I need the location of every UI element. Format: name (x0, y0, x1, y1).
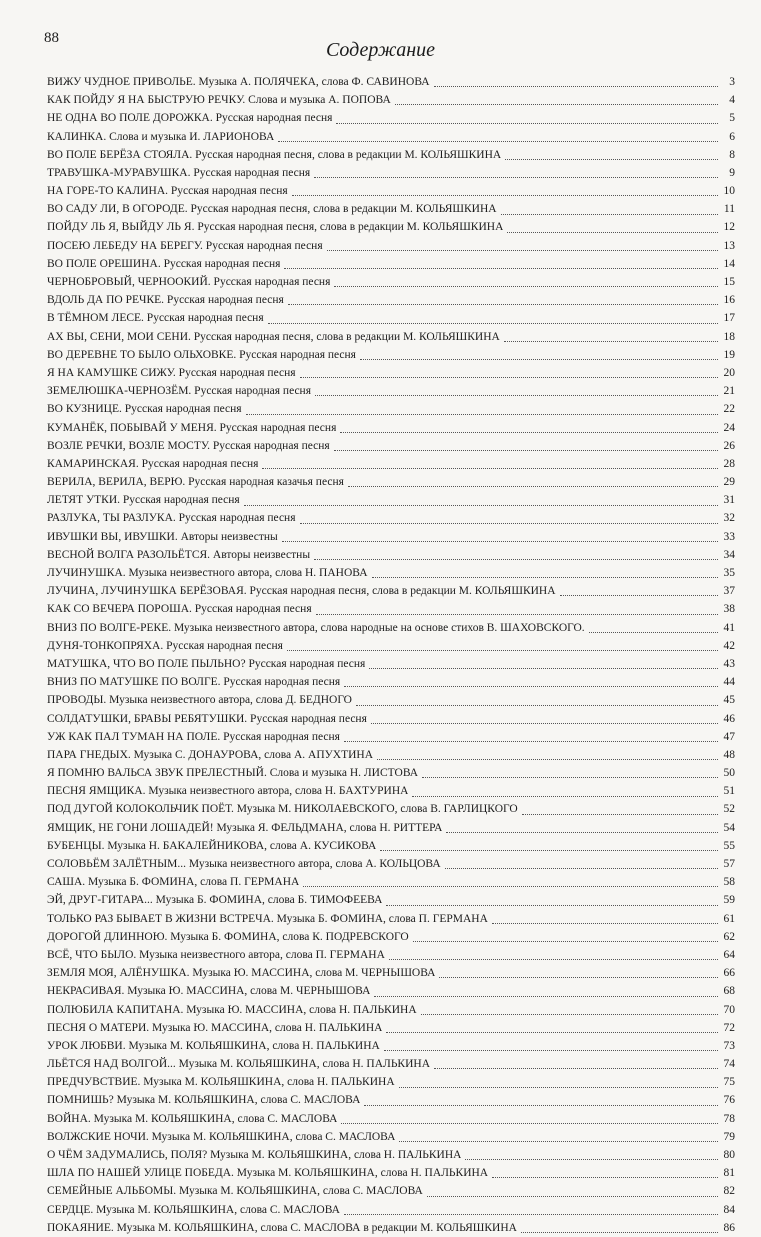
toc-entry-page-number: 11 (723, 203, 735, 216)
toc-entry (47, 910, 735, 928)
toc-entry-title: О ЧЁМ ЗАДУМАЛИСЬ, ПОЛЯ? Музыка М. КОЛЬЯШКИНА, слова Н. ПАЛЬКИНА (47, 1149, 462, 1162)
toc-entry-page-number: 6 (729, 130, 735, 143)
toc-entry (47, 219, 735, 237)
toc-entry (47, 1092, 735, 1110)
dot-leader (465, 1159, 718, 1160)
toc-entry-page-number: 22 (723, 403, 735, 416)
dot-leader (314, 177, 718, 178)
toc-entry-title: ЭЙ, ДРУГ-ГИТАРА... Музыка Б. ФОМИНА, слова Б. ТИМОФЕЕВА (47, 894, 383, 907)
dot-leader (288, 304, 718, 305)
toc-entry-title: ВЕРИЛА, ВЕРИЛА, ВЕРЮ. Русская народная казачья песня (47, 476, 344, 489)
toc-entry-page-number: 72 (723, 1021, 735, 1034)
dot-leader (507, 232, 718, 233)
dot-leader (303, 886, 718, 887)
toc-entry-title: ВОЛЖСКИЕ НОЧИ. Музыка М. КОЛЬЯШКИНА, слова С. МАСЛОВА (47, 1130, 396, 1143)
toc-entry (47, 255, 735, 273)
toc-entry (47, 128, 735, 146)
toc-entry-title: ПЕСНЯ О МАТЕРИ. Музыка Ю. МАССИНА, слова Н. ПАЛЬКИНА (47, 1021, 383, 1034)
toc-entry-page-number: 51 (723, 785, 735, 798)
toc-entry-title: ТРАВУШКА-МУРАВУШКА. Русская народная песня (47, 166, 311, 179)
toc-entry-title: ВОЙНА. Музыка М. КОЛЬЯШКИНА, слова С. МАСЛОВА (47, 1112, 338, 1125)
dot-leader (348, 486, 718, 487)
toc-entry (47, 582, 735, 600)
toc-entry (47, 855, 735, 873)
dot-leader (284, 268, 718, 269)
dot-leader (399, 1087, 718, 1088)
toc-entry (47, 291, 735, 309)
toc-entry-title: ДОРОГОЙ ДЛИННОЮ. Музыка Б. ФОМИНА, слова К. ПОДРЕВСКОГО (47, 930, 409, 943)
toc-entry-title: ПОД ДУГОЙ КОЛОКОЛЬЧИК ПОЁТ. Музыка М. НИКОЛАЕВСКОГО, слова В. ГАРЛИЦКОГО (47, 803, 518, 816)
toc-entry (47, 546, 735, 564)
dot-leader (287, 650, 718, 651)
toc-entry-page-number: 58 (723, 876, 735, 889)
toc-entry (47, 237, 735, 255)
toc-entry-title: КУМАНЁК, ПОБЫВАЙ У МЕНЯ. Русская народная песня (47, 421, 337, 434)
dot-leader (374, 996, 718, 997)
toc-entry (47, 873, 735, 891)
dot-leader (282, 541, 718, 542)
toc-entry-page-number: 68 (723, 985, 735, 998)
toc-entry-title: ВНИЗ ПО ВОЛГЕ-РЕКЕ. Музыка неизвестного автора, слова народные на основе стихов В. ШАХОВСКОГО. (47, 621, 585, 634)
toc-entry (47, 1128, 735, 1146)
toc-entry-title: ЛЬЁТСЯ НАД ВОЛГОЙ... Музыка М. КОЛЬЯШКИНА, слова Н. ПАЛЬКИНА (47, 1058, 431, 1071)
dot-leader (344, 741, 718, 742)
toc-entry (47, 437, 735, 455)
toc-entry-title: ВДОЛЬ ДА ПО РЕЧКЕ. Русская народная песня (47, 294, 284, 307)
toc-entry-page-number: 84 (723, 1203, 735, 1216)
dot-leader (434, 86, 718, 87)
dot-leader (371, 723, 718, 724)
dot-leader (399, 1141, 718, 1142)
toc-entry-title: ЛУЧИНУШКА. Музыка неизвестного автора, слова Н. ПАНОВА (47, 567, 368, 580)
toc-entry-title: ПАРА ГНЕДЫХ. Музыка С. ДОНАУРОВА, слова А. АПУХТИНА (47, 748, 374, 761)
toc-entry-page-number: 47 (723, 730, 735, 743)
dot-leader (316, 614, 718, 615)
toc-entry (47, 273, 735, 291)
toc-entry-page-number: 41 (723, 621, 735, 634)
toc-entry-title: ПОМНИШЬ? Музыка М. КОЛЬЯШКИНА, слова С. МАСЛОВА (47, 1094, 361, 1107)
toc-entry-page-number: 9 (729, 166, 735, 179)
toc-entry-page-number: 26 (723, 439, 735, 452)
toc-entry-title: ВСЁ, ЧТО БЫЛО. Музыка неизвестного автора, слова П. ГЕРМАНА (47, 948, 385, 961)
toc-entry-title: ВЕСНОЙ ВОЛГА РАЗОЛЬЁТСЯ. Авторы неизвестны (47, 548, 311, 561)
dot-leader (505, 159, 718, 160)
toc-entry (47, 619, 735, 637)
toc-entry-page-number: 76 (723, 1094, 735, 1107)
toc-entry (47, 1037, 735, 1055)
toc-entry-page-number: 86 (723, 1221, 735, 1234)
toc-entry-title: ПОЙДУ ЛЬ Я, ВЫЙДУ ЛЬ Я. Русская народная песня, слова в редакции М. КОЛЬЯШКИНА (47, 221, 504, 234)
toc-entry-title: ПОКАЯНИЕ. Музыка М. КОЛЬЯШКИНА, слова С. МАСЛОВА в редакции М. КОЛЬЯШКИНА (47, 1221, 517, 1234)
toc-entry (47, 510, 735, 528)
toc-entry-title: СОЛОВЬЁМ ЗАЛЁТНЫМ... Музыка неизвестного автора, слова А. КОЛЬЦОВА (47, 858, 441, 871)
toc-entry-page-number: 81 (723, 1167, 735, 1180)
dot-leader (589, 632, 718, 633)
toc-entry (47, 1164, 735, 1182)
toc-entry-page-number: 37 (723, 585, 735, 598)
toc-entry-title: ДУНЯ-ТОНКОПРЯХА. Русская народная песня (47, 639, 283, 652)
toc-entry (47, 528, 735, 546)
toc-entry-title: ЛУЧИНА, ЛУЧИНУШКА БЕРЁЗОВАЯ. Русская народная песня, слова в редакции М. КОЛЬЯШКИНА (47, 585, 556, 598)
toc-entry-title: ВО ПОЛЕ ОРЕШИНА. Русская народная песня (47, 257, 281, 270)
toc-entry (47, 1219, 735, 1237)
toc-entry-title: ЗЕМЛЯ МОЯ, АЛЁНУШКА. Музыка Ю. МАССИНА, слова М. ЧЕРНЫШОВА (47, 967, 436, 980)
toc-entry-page-number: 16 (723, 294, 735, 307)
toc-entry-page-number: 17 (723, 312, 735, 325)
dot-leader (395, 104, 718, 105)
dot-leader (427, 1196, 718, 1197)
toc-entry-title: ПРЕДЧУВСТВИЕ. Музыка М. КОЛЬЯШКИНА, слова Н. ПАЛЬКИНА (47, 1076, 395, 1089)
toc-entry (47, 200, 735, 218)
dot-leader (504, 341, 718, 342)
toc-entry (47, 1201, 735, 1219)
dot-leader (372, 577, 719, 578)
toc-entry-title: СЕМЕЙНЫЕ АЛЬБОМЫ. Музыка М. КОЛЬЯШКИНА, слова С. МАСЛОВА (47, 1185, 423, 1198)
toc-entry-title: РАЗЛУКА, ТЫ РАЗЛУКА. Русская народная песня (47, 512, 296, 525)
dot-leader (244, 505, 718, 506)
toc-entry (47, 164, 735, 182)
dot-leader (369, 668, 718, 669)
toc-entry-page-number: 73 (723, 1039, 735, 1052)
toc-entry-title: ВО САДУ ЛИ, В ОГОРОДЕ. Русская народная песня, слова в редакции М. КОЛЬЯШКИНА (47, 203, 497, 216)
page-number: 88 (44, 30, 59, 46)
toc-entry-title: ПЕСНЯ ЯМЩИКА. Музыка неизвестного автора, слова Н. БАХТУРИНА (47, 785, 409, 798)
dot-leader (344, 686, 718, 687)
toc-entry-title: БУБЕНЦЫ. Музыка Н. БАКАЛЕЙНИКОВА, слова А. КУСИКОВА (47, 839, 377, 852)
toc-entry-page-number: 64 (723, 948, 735, 961)
toc-entry-title: ПОЛЮБИЛА КАПИТАНА. Музыка Ю. МАССИНА, слова Н. ПАЛЬКИНА (47, 1003, 417, 1016)
dot-leader (439, 977, 718, 978)
page-title: Содержание (325, 39, 436, 61)
toc-entry-page-number: 70 (723, 1003, 735, 1016)
toc-entry-page-number: 10 (723, 185, 735, 198)
toc-entry (47, 982, 735, 1000)
toc-entry (47, 146, 735, 164)
toc-entry (47, 309, 735, 327)
toc-entry-title: ТОЛЬКО РАЗ БЫВАЕТ В ЖИЗНИ ВСТРЕЧА. Музыка Б. ФОМИНА, слова П. ГЕРМАНА (47, 912, 488, 925)
toc-entry-page-number: 62 (723, 930, 735, 943)
dot-leader (356, 705, 718, 706)
toc-entry-page-number: 82 (723, 1185, 735, 1198)
toc-entry-title: МАТУШКА, ЧТО ВО ПОЛЕ ПЫЛЬНО? Русская народная песня (47, 657, 366, 670)
table-of-contents (47, 73, 735, 1237)
toc-entry (47, 764, 735, 782)
dot-leader (327, 250, 718, 251)
toc-entry-page-number: 24 (723, 421, 735, 434)
toc-entry-page-number: 29 (723, 476, 735, 489)
toc-entry-page-number: 3 (729, 75, 735, 88)
dot-leader (292, 195, 718, 196)
toc-entry (47, 1055, 735, 1073)
toc-entry-title: ВИЖУ ЧУДНОЕ ПРИВОЛЬЕ. Музыка А. ПОЛЯЧЕКА, слова Ф. САВИНОВА (47, 75, 430, 88)
toc-entry-page-number: 19 (723, 348, 735, 361)
dot-leader (262, 468, 718, 469)
toc-entry-title: ВО КУЗНИЦЕ. Русская народная песня (47, 403, 242, 416)
toc-entry (47, 382, 735, 400)
toc-entry-page-number: 44 (723, 676, 735, 689)
toc-entry (47, 182, 735, 200)
toc-entry-page-number: 38 (723, 603, 735, 616)
dot-leader (445, 868, 718, 869)
dot-leader (336, 123, 718, 124)
toc-entry-title: ПОСЕЮ ЛЕБЕДУ НА БЕРЕГУ. Русская народная песня (47, 239, 323, 252)
dot-leader (501, 214, 718, 215)
dot-leader (246, 414, 718, 415)
toc-entry-title: КАЛИНКА. Слова и музыка И. ЛАРИОНОВА (47, 130, 275, 143)
dot-leader (560, 595, 718, 596)
toc-entry-page-number: 33 (723, 530, 735, 543)
dot-leader (421, 1014, 718, 1015)
toc-entry-page-number: 12 (723, 221, 735, 234)
dot-leader (340, 432, 718, 433)
toc-entry-title: НЕКРАСИВАЯ. Музыка Ю. МАССИНА, слова М. ЧЕРНЫШОВА (47, 985, 371, 998)
dot-leader (492, 1177, 718, 1178)
toc-entry (47, 455, 735, 473)
toc-entry-page-number: 48 (723, 748, 735, 761)
dot-leader (300, 377, 718, 378)
toc-entry-page-number: 78 (723, 1112, 735, 1125)
toc-entry (47, 691, 735, 709)
toc-entry-page-number: 57 (723, 858, 735, 871)
dot-leader (446, 832, 718, 833)
toc-entry-title: В ТЁМНОМ ЛЕСЕ. Русская народная песня (47, 312, 264, 325)
toc-entry (47, 328, 735, 346)
dot-leader (492, 923, 718, 924)
dot-leader (434, 1068, 718, 1069)
dot-leader (521, 1232, 718, 1233)
dot-leader (315, 395, 718, 396)
toc-entry-title: ВНИЗ ПО МАТУШКЕ ПО ВОЛГЕ. Русская народная песня (47, 676, 341, 689)
toc-entry-page-number: 74 (723, 1058, 735, 1071)
toc-entry-title: ВО ДЕРЕВНЕ ТО БЫЛО ОЛЬХОВКЕ. Русская народная песня (47, 348, 356, 361)
toc-entry-title: ВО ПОЛЕ БЕРЁЗА СТОЯЛА. Русская народная песня, слова в редакции М. КОЛЬЯШКИНА (47, 148, 502, 161)
toc-entry-page-number: 59 (723, 894, 735, 907)
toc-entry-page-number: 54 (723, 821, 735, 834)
toc-entry (47, 728, 735, 746)
toc-entry-title: ЗЕМЕЛЮШКА-ЧЕРНОЗЁМ. Русская народная песня (47, 385, 312, 398)
dot-leader (300, 523, 719, 524)
toc-entry (47, 419, 735, 437)
dot-leader (389, 959, 718, 960)
toc-entry-title: ЛЕТЯТ УТКИ. Русская народная песня (47, 494, 240, 507)
toc-entry-title: ВОЗЛЕ РЕЧКИ, ВОЗЛЕ МОСТУ. Русская народная песня (47, 439, 330, 452)
toc-entry (47, 928, 735, 946)
toc-entry (47, 346, 735, 364)
toc-entry-page-number: 75 (723, 1076, 735, 1089)
toc-entry (47, 400, 735, 418)
toc-entry-page-number: 21 (723, 385, 735, 398)
toc-entry-page-number: 31 (723, 494, 735, 507)
dot-leader (334, 286, 718, 287)
toc-entry (47, 819, 735, 837)
toc-entry-page-number: 14 (723, 257, 735, 270)
toc-entry-title: ЧЕРНОБРОВЫЙ, ЧЕРНООКИЙ. Русская народная песня (47, 276, 331, 289)
toc-entry-title: СОЛДАТУШКИ, БРАВЫ РЕБЯТУШКИ. Русская народная песня (47, 712, 367, 725)
toc-entry-page-number: 34 (723, 548, 735, 561)
toc-entry (47, 837, 735, 855)
toc-entry-page-number: 52 (723, 803, 735, 816)
toc-entry (47, 673, 735, 691)
toc-entry (47, 1073, 735, 1091)
toc-entry-page-number: 43 (723, 657, 735, 670)
toc-entry-page-number: 45 (723, 694, 735, 707)
dot-leader (341, 1123, 718, 1124)
toc-entry-title: АХ ВЫ, СЕНИ, МОИ СЕНИ. Русская народная песня, слова в редакции М. КОЛЬЯШКИНА (47, 330, 500, 343)
toc-entry (47, 473, 735, 491)
dot-leader (268, 323, 718, 324)
dot-leader (360, 359, 718, 360)
dot-leader (380, 850, 718, 851)
toc-entry-page-number: 66 (723, 967, 735, 980)
dot-leader (422, 777, 718, 778)
toc-entry-page-number: 61 (723, 912, 735, 925)
toc-entry (47, 1110, 735, 1128)
toc-entry (47, 564, 735, 582)
toc-entry (47, 600, 735, 618)
dot-leader (384, 1050, 718, 1051)
toc-entry (47, 91, 735, 109)
toc-entry (47, 1001, 735, 1019)
toc-entry (47, 782, 735, 800)
toc-entry-title: КАК СО ВЕЧЕРА ПОРОША. Русская народная песня (47, 603, 312, 616)
toc-entry-title: СЕРДЦЕ. Музыка М. КОЛЬЯШКИНА, слова С. МАСЛОВА (47, 1203, 340, 1216)
toc-entry (47, 655, 735, 673)
dot-leader (364, 1105, 718, 1106)
toc-entry-title: КАК ПОЙДУ Я НА БЫСТРУЮ РЕЧКУ. Слова и музыка А. ПОПОВА (47, 94, 391, 107)
toc-entry-page-number: 4 (729, 94, 735, 107)
toc-entry (47, 710, 735, 728)
toc-entry (47, 364, 735, 382)
toc-entry-title: ЯМЩИК, НЕ ГОНИ ЛОШАДЕЙ! Музыка Я. ФЕЛЬДМАНА, слова Н. РИТТЕРА (47, 821, 443, 834)
toc-entry-title: КАМАРИНСКАЯ. Русская народная песня (47, 457, 259, 470)
toc-entry-title: НА ГОРЕ-ТО КАЛИНА. Русская народная песня (47, 185, 288, 198)
toc-entry-title: УРОК ЛЮБВИ. Музыка М. КОЛЬЯШКИНА, слова Н. ПАЛЬКИНА (47, 1039, 380, 1052)
toc-entry-page-number: 18 (723, 330, 735, 343)
toc-entry (47, 1146, 735, 1164)
dot-leader (386, 1032, 718, 1033)
dot-leader (334, 450, 718, 451)
toc-entry-page-number: 32 (723, 512, 735, 525)
toc-entry-page-number: 13 (723, 239, 735, 252)
toc-entry (47, 891, 735, 909)
toc-entry (47, 637, 735, 655)
dot-leader (413, 941, 718, 942)
toc-entry-page-number: 79 (723, 1130, 735, 1143)
toc-entry-page-number: 20 (723, 366, 735, 379)
toc-entry-page-number: 15 (723, 276, 735, 289)
toc-entry (47, 1019, 735, 1037)
toc-entry-title: Я НА КАМУШКЕ СИЖУ. Русская народная песня (47, 366, 296, 379)
toc-entry-page-number: 28 (723, 457, 735, 470)
toc-entry-title: САША. Музыка Б. ФОМИНА, слова П. ГЕРМАНА (47, 876, 300, 889)
toc-entry-page-number: 50 (723, 767, 735, 780)
toc-entry-page-number: 80 (723, 1149, 735, 1162)
toc-entry (47, 491, 735, 509)
toc-entry-title: Я ПОМНЮ ВАЛЬСА ЗВУК ПРЕЛЕСТНЫЙ. Слова и музыка Н. ЛИСТОВА (47, 767, 419, 780)
toc-entry (47, 964, 735, 982)
dot-leader (278, 141, 718, 142)
toc-entry-title: ПРОВОДЫ. Музыка неизвестного автора, слова Д. БЕДНОГО (47, 694, 352, 707)
dot-leader (522, 814, 718, 815)
toc-entry-page-number: 55 (723, 839, 735, 852)
toc-entry-page-number: 5 (729, 112, 735, 125)
toc-entry-page-number: 35 (723, 567, 735, 580)
toc-entry-page-number: 8 (729, 148, 735, 161)
toc-entry-page-number: 42 (723, 639, 735, 652)
toc-entry (47, 946, 735, 964)
dot-leader (386, 905, 718, 906)
toc-entry-page-number: 46 (723, 712, 735, 725)
dot-leader (344, 1214, 718, 1215)
toc-entry-title: ШЛА ПО НАШЕЙ УЛИЦЕ ПОБЕДА. Музыка М. КОЛЬЯШКИНА, слова Н. ПАЛЬКИНА (47, 1167, 489, 1180)
toc-entry-title: ИВУШКИ ВЫ, ИВУШКИ. Авторы неизвестны (47, 530, 278, 543)
toc-entry-title: НЕ ОДНА ВО ПОЛЕ ДОРОЖКА. Русская народная песня (47, 112, 333, 125)
toc-entry (47, 1182, 735, 1200)
toc-entry (47, 801, 735, 819)
toc-entry (47, 746, 735, 764)
dot-leader (412, 796, 718, 797)
toc-entry (47, 109, 735, 127)
toc-entry (47, 73, 735, 91)
dot-leader (377, 759, 718, 760)
toc-entry-title: УЖ КАК ПАЛ ТУМАН НА ПОЛЕ. Русская народная песня (47, 730, 340, 743)
dot-leader (314, 559, 718, 560)
